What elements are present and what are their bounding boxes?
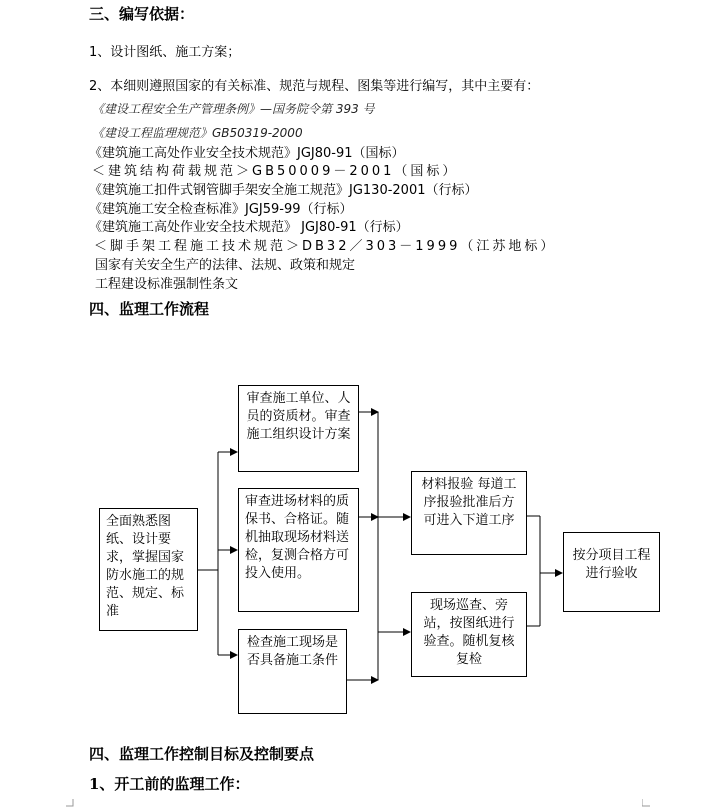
reference-item: 工程建设标准强制性条文: [95, 277, 239, 292]
subheading-pre-construction: 1、开工前的监理工作：: [89, 775, 250, 793]
section-heading-basis: 三、编写依据：: [89, 5, 195, 23]
flow-box-start: 全面熟悉图纸、设计要求，掌握国家防水施工的规范、规定、标准: [99, 508, 198, 631]
flow-box-check-site: 检查施工现场是否具备施工条件: [238, 629, 347, 714]
reference-item: ＜建筑结构荷载规范＞GB50009－2001（国标）: [92, 164, 459, 179]
section-heading-control-targets: 四、监理工作控制目标及控制要点: [89, 745, 315, 763]
basis-item-1: 1、设计图纸、施工方案；: [89, 45, 241, 60]
reference-item: 《建筑施工高处作业安全技术规范》JGJ80-91（国标）: [89, 146, 405, 161]
reference-item: 《建设工程监理规范》GB50319-2000: [92, 126, 303, 140]
reference-item: 《建筑施工扣件式钢管脚手架安全施工规范》JG130-2001（行标）: [89, 183, 478, 198]
reference-item: ＜脚手架工程施工技术规范＞DB32／303－1999（江苏地标）: [94, 239, 557, 254]
basis-item-2: 2、本细则遵照国家的有关标准、规范与规程、图集等进行编写，其中主要有：: [89, 79, 540, 94]
reference-item: 《建筑施工安全检查标准》JGJ59-99（行标）: [89, 202, 353, 217]
flow-box-review-units: 审查施工单位、人员的资质材。审查施工组织设计方案: [238, 385, 359, 472]
page-corner-mark-right: [642, 799, 650, 807]
page-corner-mark-left: [66, 799, 74, 807]
section-heading-workflow: 四、监理工作流程: [89, 300, 210, 318]
flow-box-material-report: 材料报验 每道工序报验批准后方可进入下道工序: [411, 471, 527, 555]
flow-box-acceptance: 按分项目工程进行验收: [563, 532, 660, 612]
reference-item: 《建设工程安全生产管理条例》—国务院令第 393 号: [92, 102, 375, 116]
flow-box-review-materials: 审查进场材料的质保书、合格证。随机抽取现场材料送检，复测合格方可投入使用。: [238, 488, 359, 612]
flow-box-inspection: 现场巡查、旁站，按图纸进行验查。随机复核复检: [411, 592, 527, 677]
reference-item: 国家有关安全生产的法律、法规、政策和规定: [95, 258, 356, 273]
reference-item: 《建筑施工高处作业安全技术规范》 JGJ80-91（行标）: [89, 220, 409, 235]
